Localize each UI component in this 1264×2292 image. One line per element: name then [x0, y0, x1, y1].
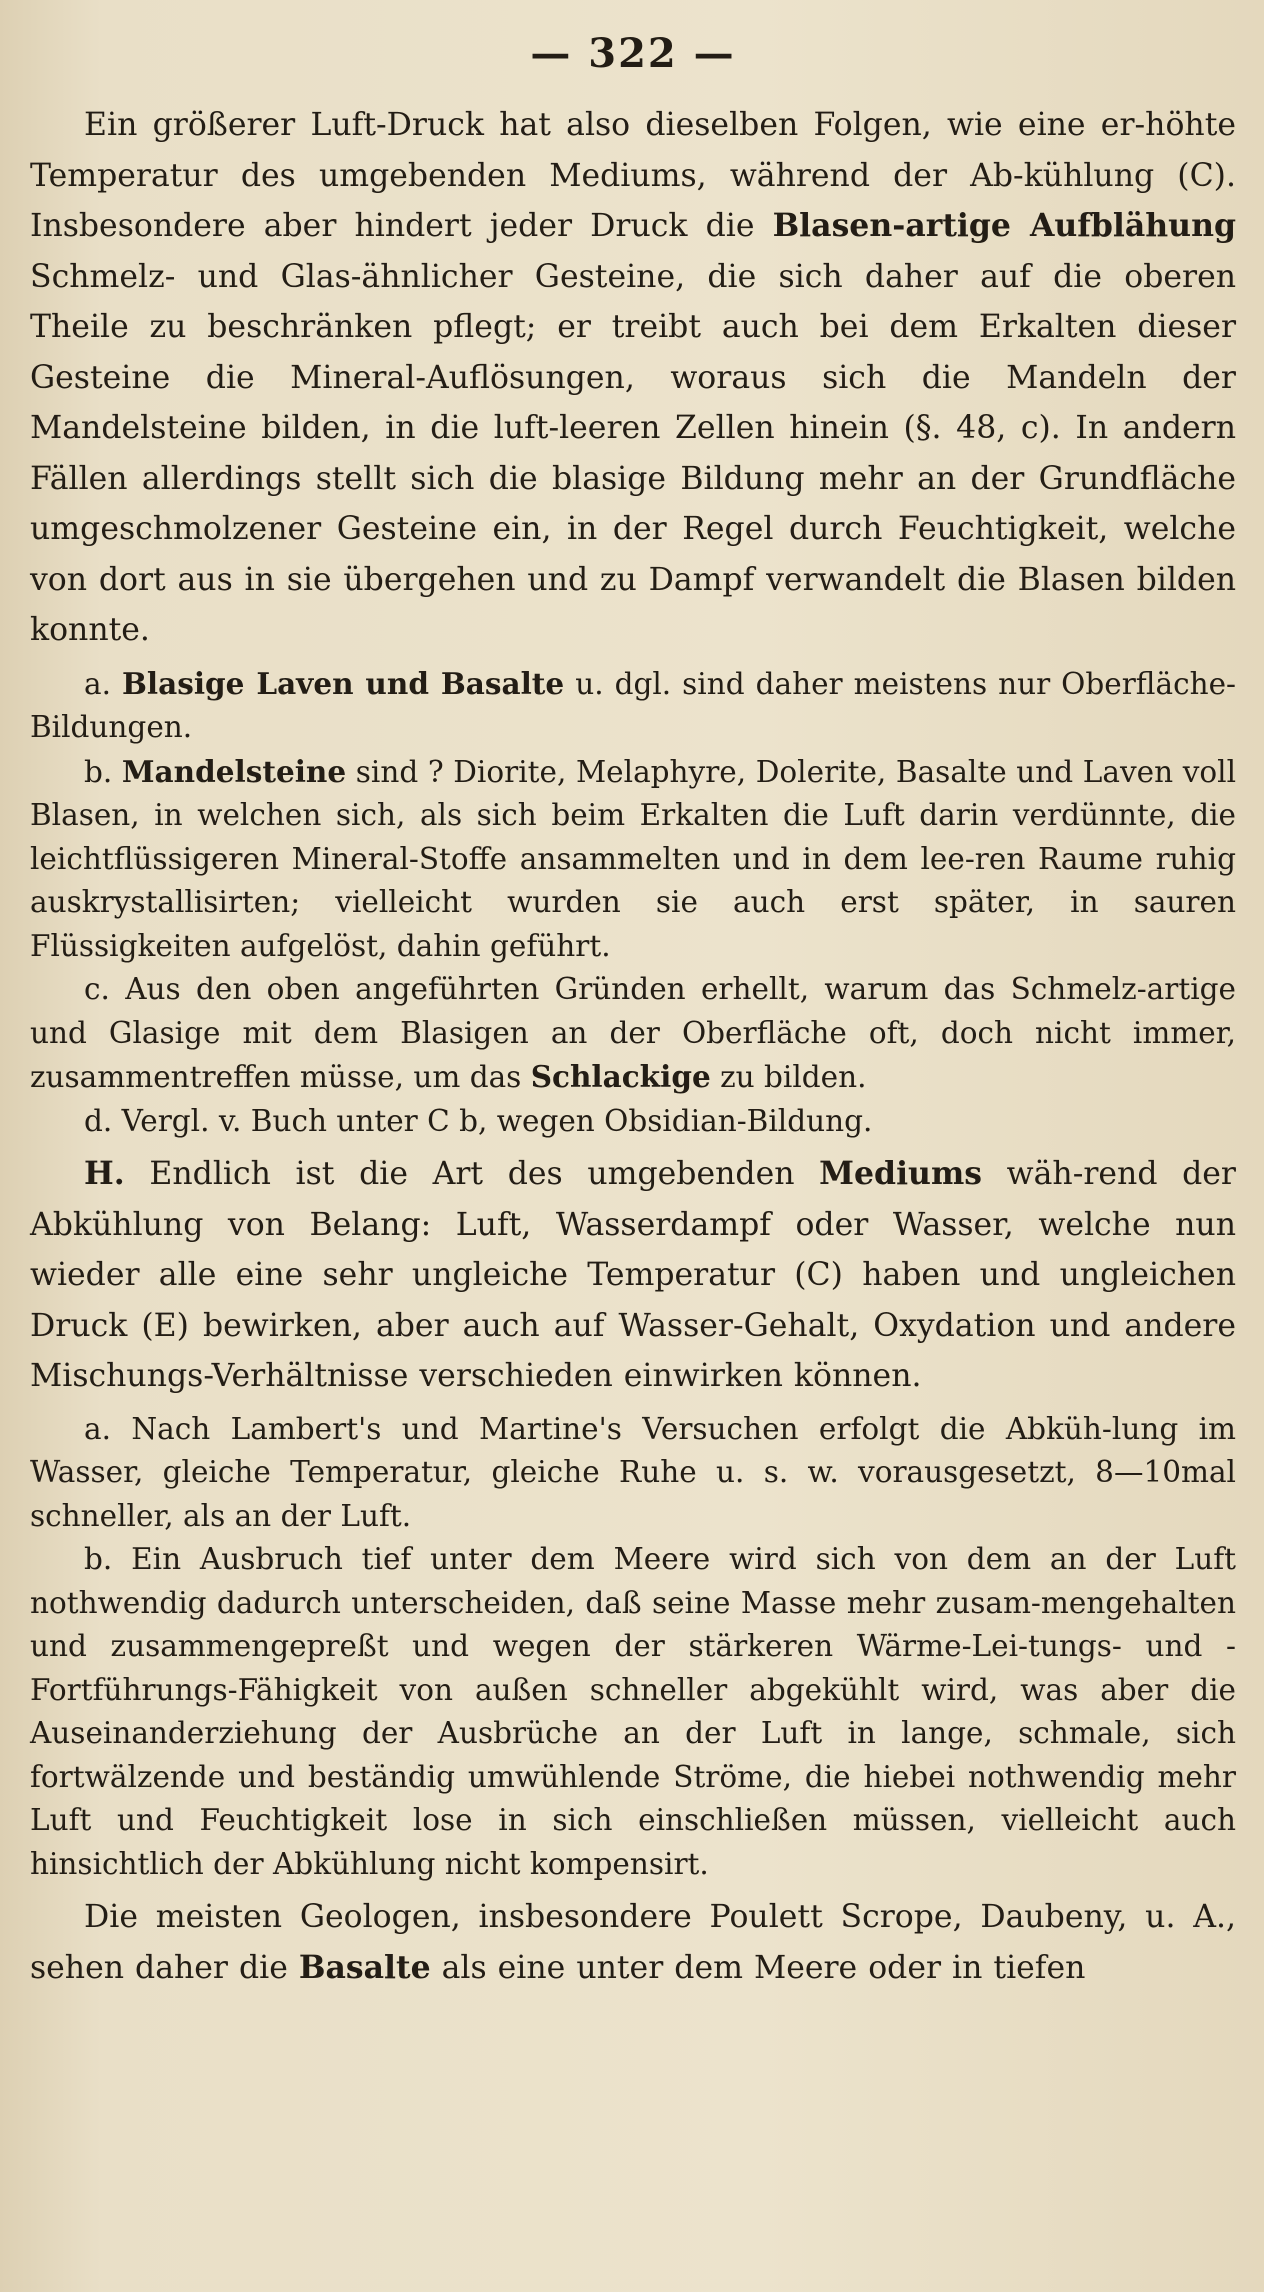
bold-term: Schlackige [530, 1059, 711, 1094]
text-run: b. Ein Ausbruch tief unter dem Meere wird sich von dem an der Luft nothwendig dadurch unterscheiden, daß seine Masse mehr zusam-mengehalten und zusammengepreßt und wegen der stärkeren Wärme-Lei-tungs- und -Fortführungs-Fähigkeit von außen schneller abgekühlt wird, was aber die Auseinanderziehung der Ausbrüche an der Luft in lange, schmale, sich fortwälzende und beständig umwühlende Ströme, die hiebei nothwendig mehr Luft und Feuchtigkeit lose in sich einschließen müssen, vielleicht auch hinsichtlich der Abkühlung nicht kompensirt. [30, 1542, 1236, 1881]
text-run: Die meisten Geologen, insbesondere Poulett Scrope, Daubeny, u. A., sehen daher die [30, 1899, 1236, 1986]
bold-term: Mediums [819, 1155, 983, 1192]
text-run: Schmelz- und Glas-ähnlicher Gesteine, die sich daher auf die oberen Theile zu beschränken pflegt; er treibt auch bei dem Erkalten dieser Gesteine die Mineral-Auflösungen, woraus sich die Mandeln der Mandelsteine bilden, in die luft-leeren Zellen hinein (§. 48, c). In andern Fällen allerdings stellt sich die blasige Bildung mehr an der Grundfläche umgeschmolzener Gesteine ein, in der Regel durch Feuchtigkeit, welche von dort aus in sie übergehen und zu Dampf verwandelt die Blasen bilden konnte. [30, 258, 1236, 648]
bold-term: Mandelsteine [121, 753, 347, 789]
text-run: d. Vergl. v. Buch unter C b, wegen Obsidian-Bildung. [84, 1103, 873, 1138]
text-run: als eine unter dem Meere oder in tiefen [430, 1949, 1086, 1986]
paragraph-geologen [30, 1892, 1236, 1993]
text-run: c. Aus den oben angeführten Gründen erhellt, warum das Schmelz-artige und Glasige mit dem Blasigen an der Oberfläche oft, doch nicht immer, zusammentreffen müsse, um das [30, 972, 1236, 1094]
note-b-ausbruch [30, 1538, 1236, 1886]
paragraph-h-medium [30, 1149, 1236, 1402]
text-run: u. dgl. sind daher meistens nur Oberfläche-Bildungen. [30, 666, 1237, 744]
note-marker: a. [84, 666, 122, 701]
text-run: Endlich ist die Art des umgebenden [124, 1156, 820, 1192]
note-marker: b. [84, 754, 122, 789]
bold-term: Blasige Laven und Basalte [121, 665, 565, 701]
note-c-schlackige [30, 968, 1236, 1100]
note-b-mandelsteine [30, 750, 1236, 969]
note-a-blasige-laven [30, 662, 1236, 750]
bold-term: Basalte [298, 1948, 431, 1986]
section-letter: H. [84, 1155, 125, 1192]
note-a-lambert [30, 1408, 1236, 1539]
text-run: zu bilden. [710, 1060, 867, 1094]
text-run: Ein größerer Luft-Druck hat also dieselben Folgen, wie eine er-höhte Temperatur des umgebenden Mediums, während der Ab-kühlung (C). Insbesondere aber hindert jeder Druck die [30, 107, 1236, 244]
bold-term: Blasen-artige Aufblähung [772, 207, 1236, 244]
note-d-obsidian [30, 1100, 1236, 1144]
text-run: a. Nach Lambert's und Martine's Versuchen erfolgt die Abküh-lung im Wasser, gleiche Temperatur, gleiche Ruhe u. s. w. vorausgesetzt, 8—10mal schneller, als an der Luft. [30, 1411, 1236, 1533]
page-number: — 322 — [530, 30, 736, 77]
text-run: wäh-rend der Abkühlung von Belang: Luft, Wasserdampf oder Wasser, welche nun wieder alle eine sehr ungleiche Temperatur (C) haben und ungleichen Druck (E) bewirken, aber auch auf Wasser-Gehalt, Oxydation und andere Mischungs-Verhältnisse verschieden einwirken können. [30, 1156, 1236, 1394]
paragraph-air-pressure [30, 100, 1236, 656]
text-run: sind ? Diorite, Melaphyre, Dolerite, Basalte und Laven voll Blasen, in welchen sich, als sich beim Erkalten die Luft darin verdünnte, die leichtflüssigeren Mineral-Stoffe ansammelten und in dem lee-ren Raume ruhig auskrystallisirten; vielleicht wurden sie auch erst später, in sauren Flüssigkeiten aufgelöst, dahin geführt. [30, 754, 1236, 963]
